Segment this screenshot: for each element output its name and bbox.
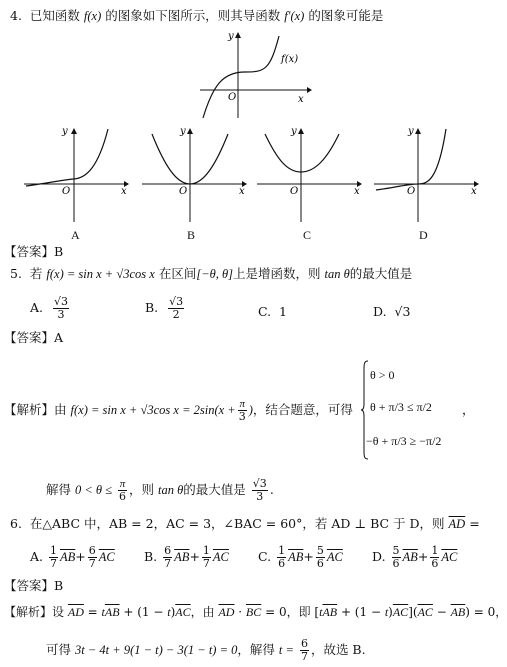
q5-option-a[interactable]: A. $\frac{√3}{3}$	[30, 295, 68, 321]
system-comma: ，	[462, 402, 475, 417]
q5-option-c[interactable]: C. 1	[258, 304, 287, 319]
q6-calculation: 可得 3t − 4t + 9(1 − t) − 3(1 − t) = 0，解得 t = $\frac{6}{7}$ ，故选 B.	[46, 637, 366, 663]
option-a-origin-label: O	[62, 186, 71, 197]
q4-option-a-graph	[22, 124, 134, 224]
option-a-x-label: x	[121, 186, 127, 197]
q5-solution: 解得 0 < θ ≤ $\frac{\pi}{6}$ ，则 tan θ的最大值是 $\frac{√3}{3}$ .	[46, 477, 274, 503]
option-b-caption: B	[187, 228, 196, 242]
q4-option-d-graph	[372, 124, 484, 224]
main-graph-origin-label: O	[228, 92, 237, 103]
q6-option-b[interactable]: B. $\frac{6}{7}$ $\overline{AB}+$ $\frac{1}{7}$ $\overline{AC}$	[144, 544, 229, 570]
q5-stem: 5. 若 f(x) = sin x + √3cos x 在区间[−θ, θ]上是增函数，则 tan θ的最大值是	[10, 266, 413, 281]
option-c-origin-label: O	[290, 186, 299, 197]
q6-option-d[interactable]: D. $\frac{5}{6}$ $\overline{AB}+$ $\frac{1}{6}$ $\overline{AC}$	[372, 544, 458, 570]
option-a-y-label: y	[62, 126, 68, 137]
q6-option-a[interactable]: A. $\frac{1}{7}$ $\overline{AB}+$ $\frac{6}{7}$ $\overline{AC}$	[30, 544, 115, 570]
q6-stem: 6. 在△ABC 中，AB = 2，AC = 3，∠BAC = 60°，若 AD ⊥ BC 于 D，则 $\overline{AD}$ =	[10, 516, 480, 531]
main-graph-y-label: y	[228, 31, 234, 42]
q6-option-c[interactable]: C. $\frac{1}{6}$ $\overline{AB}+$ $\frac{5}{6}$ $\overline{AC}$	[258, 544, 343, 570]
option-d-x-label: x	[471, 186, 477, 197]
option-c-x-label: x	[354, 186, 360, 197]
q5-analysis: 【解析】由 f(x) = sin x + √3cos x = 2sin(x + $\frac{\pi}{3}$ )，结合题意，可得	[4, 398, 353, 423]
option-a-caption: A	[71, 228, 80, 242]
option-d-origin-label: O	[407, 186, 416, 197]
q4-stem: 4. 已知函数 f(x) 的图象如下图所示，则其导函数 f′(x) 的图象可能是	[10, 8, 384, 23]
q5-answer: 【答案】A	[4, 330, 64, 345]
q4-main-graph	[195, 30, 315, 120]
q6-answer: 【答案】B	[4, 578, 64, 593]
option-d-y-label: y	[408, 126, 414, 137]
q4-option-b-graph	[140, 124, 252, 224]
option-c-y-label: y	[291, 126, 297, 137]
option-b-x-label: x	[239, 186, 245, 197]
system-line-1: θ > 0	[370, 368, 395, 382]
option-b-y-label: y	[180, 126, 186, 137]
main-graph-x-label: x	[298, 94, 304, 105]
q6-analysis: 【解析】设 $\overline{AD} = t\overline{AB} + (1 - t)\overline{AC}$，由 $\overline{AD} \cdot \overline{BC} = 0$，即 $[t\overline{AB} + (1 - t)\overline{AC}](\overline{AC} - \overline{AB}) = 0$，	[4, 605, 507, 619]
option-d-caption: D	[419, 228, 428, 242]
system-line-3: −θ + π/3 ≥ −π/2	[366, 434, 442, 448]
q5-option-d[interactable]: D. √3	[373, 304, 411, 319]
main-graph-curve-label: f(x)	[281, 54, 299, 65]
q4-option-c-graph	[255, 124, 367, 224]
option-c-caption: C	[303, 228, 312, 242]
option-b-origin-label: O	[179, 186, 188, 197]
system-line-2: θ + π/3 ≤ π/2	[370, 400, 432, 414]
q4-answer: 【答案】B	[4, 244, 64, 259]
q5-option-b[interactable]: B. $\frac{√3}{2}$	[145, 295, 184, 321]
